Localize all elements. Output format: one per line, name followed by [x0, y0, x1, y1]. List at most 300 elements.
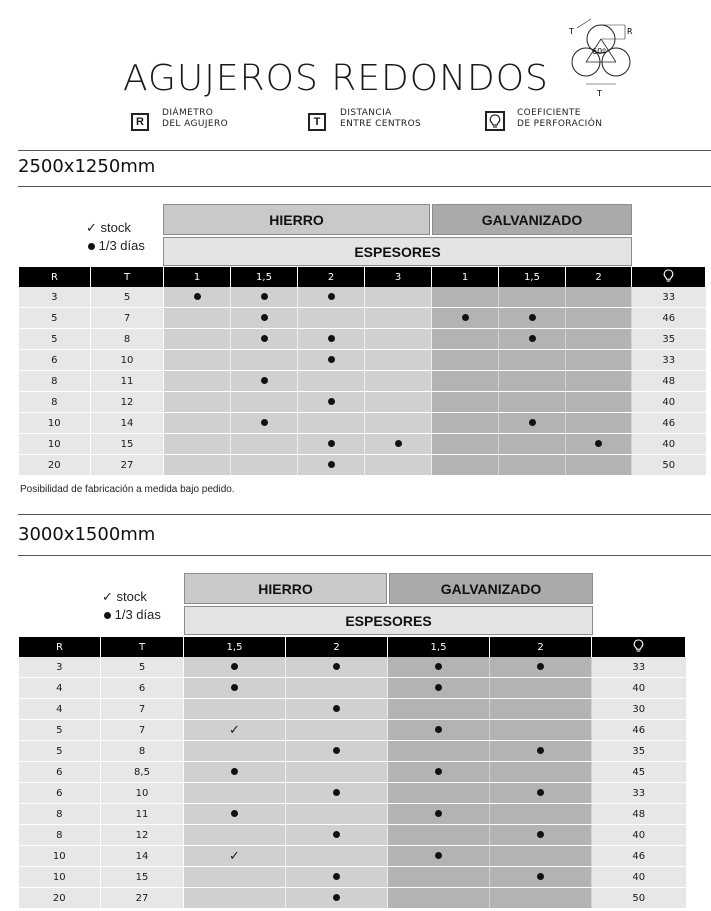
coefficient-value: 46: [632, 413, 706, 434]
t-value: 12: [101, 825, 184, 846]
t-value: 15: [101, 867, 184, 888]
galvanizado-cell: [499, 392, 566, 413]
hierro-cell: [286, 804, 388, 825]
r-value: 5: [19, 308, 91, 329]
bulb-icon: [663, 269, 674, 282]
table-row: [19, 699, 686, 720]
galvanizado-cell: [388, 867, 490, 888]
r-value: 4: [19, 678, 101, 699]
t-legend-icon: T: [308, 113, 326, 131]
r-value: 5: [19, 720, 101, 741]
dot-icon: [261, 293, 268, 300]
galvanizado-cell: [490, 804, 592, 825]
table-row: [19, 329, 706, 350]
days-key-label: 1/3 días: [98, 238, 145, 253]
r-value: 6: [19, 350, 91, 371]
dot-icon: [435, 768, 442, 775]
hierro-cell: [164, 308, 231, 329]
bulb-icon: [485, 111, 505, 131]
dot-icon: [328, 335, 335, 342]
coefficient-value: 48: [632, 371, 706, 392]
hierro-cell: [365, 308, 432, 329]
galvanizado-cell: [490, 720, 592, 741]
hierro-cell: [286, 825, 388, 846]
r-value: 10: [19, 434, 91, 455]
galvanizado-cell: [388, 741, 490, 762]
dot-icon: [333, 831, 340, 838]
r-value: 10: [19, 413, 91, 434]
coefficient-value: 46: [592, 846, 686, 867]
legend-diameter: [162, 108, 228, 130]
table-row: [19, 455, 706, 476]
hierro-cell: [231, 287, 298, 308]
hierro-cell: [298, 329, 365, 350]
table-row: [19, 350, 706, 371]
column-header: 1,5: [499, 267, 566, 287]
table-row: [19, 434, 706, 455]
legend-coefficient-line1: COEFICIENTE: [517, 108, 581, 118]
hierro-cell: [298, 413, 365, 434]
galvanizado-cell: [432, 434, 499, 455]
galvanizado-cell: [490, 867, 592, 888]
hierro-cell: [164, 287, 231, 308]
table-row: [19, 413, 706, 434]
galvanizado-cell: [432, 287, 499, 308]
t-value: 6: [101, 678, 184, 699]
dot-icon: [328, 293, 335, 300]
coefficient-value: 50: [632, 455, 706, 476]
t-value: 27: [91, 455, 164, 476]
t-value: 14: [101, 846, 184, 867]
hierro-cell: [184, 657, 286, 678]
column-header: 3: [365, 267, 432, 287]
galvanizado-cell: [566, 455, 632, 476]
section-divider: [18, 514, 711, 515]
hierro-cell: [231, 350, 298, 371]
coefficient-value: 45: [592, 762, 686, 783]
galvanizado-cell: [499, 329, 566, 350]
table-row: [19, 657, 686, 678]
dot-icon: [462, 314, 469, 321]
dot-icon: [194, 293, 201, 300]
galvanizado-cell: [490, 762, 592, 783]
table-row: [19, 371, 706, 392]
hierro-cell: [365, 371, 432, 392]
t-value: 11: [91, 371, 164, 392]
table-row: [19, 888, 686, 909]
table-row: [19, 287, 706, 308]
hierro-header: HIERRO: [163, 204, 430, 235]
table-2500x1250: [18, 267, 706, 476]
hierro-cell: [286, 678, 388, 699]
dot-icon: [231, 663, 238, 670]
hierro-cell: [184, 804, 286, 825]
galvanizado-cell: [490, 741, 592, 762]
t-value: 27: [101, 888, 184, 909]
check-icon: ✓: [86, 220, 97, 235]
t-value: 5: [91, 287, 164, 308]
galvanizado-cell: [499, 434, 566, 455]
hierro-cell: [184, 846, 286, 867]
galvanizado-cell: [499, 371, 566, 392]
hierro-cell: [298, 455, 365, 476]
galvanizado-cell: [566, 308, 632, 329]
galvanizado-cell: [388, 678, 490, 699]
coefficient-value: 46: [632, 308, 706, 329]
column-header: 1,5: [231, 267, 298, 287]
t-value: 15: [91, 434, 164, 455]
coefficient-value: 35: [592, 741, 686, 762]
coefficient-value: 33: [632, 350, 706, 371]
check-icon: ✓: [229, 848, 240, 864]
fabrication-note: Posibilidad de fabricación a medida bajo pedido.: [20, 484, 235, 495]
coefficient-value: 40: [592, 825, 686, 846]
hierro-cell: [286, 783, 388, 804]
galvanizado-cell: [499, 413, 566, 434]
coefficient-value: 30: [592, 699, 686, 720]
dot-icon: [328, 461, 335, 468]
hierro-cell: [286, 762, 388, 783]
legend-diameter-line1: DIÁMETRO: [162, 108, 214, 118]
diagram-angle-label: 60º: [592, 47, 606, 56]
galvanizado-header: GALVANIZADO: [432, 204, 632, 235]
r-value: 6: [19, 783, 101, 804]
hierro-cell: [365, 350, 432, 371]
r-value: 6: [19, 762, 101, 783]
dot-icon: [328, 398, 335, 405]
hierro-cell: [286, 867, 388, 888]
coefficient-value: 46: [592, 720, 686, 741]
r-value: 3: [19, 657, 101, 678]
coefficient-value: 50: [592, 888, 686, 909]
table-row: [19, 783, 686, 804]
hierro-cell: [184, 762, 286, 783]
coefficient-value: 40: [592, 678, 686, 699]
galvanizado-cell: [388, 720, 490, 741]
dot-icon: [333, 789, 340, 796]
dot-icon: [333, 873, 340, 880]
check-icon: ✓: [229, 722, 240, 738]
hierro-cell: [286, 741, 388, 762]
dot-icon: [537, 663, 544, 670]
hierro-cell: [286, 699, 388, 720]
hierro-cell: [298, 350, 365, 371]
hierro-cell: [231, 329, 298, 350]
galvanizado-cell: [490, 825, 592, 846]
dot-icon: [231, 684, 238, 691]
dot-icon: [261, 314, 268, 321]
hierro-cell: [298, 371, 365, 392]
dot-icon: [529, 335, 536, 342]
coefficient-value: 33: [632, 287, 706, 308]
dot-icon: [435, 852, 442, 859]
page-title: AGUJEROS REDONDOS: [123, 58, 549, 99]
galvanizado-cell: [499, 350, 566, 371]
hierro-cell: [365, 434, 432, 455]
t-value: 10: [91, 350, 164, 371]
galvanizado-cell: [566, 287, 632, 308]
hierro-cell: [231, 392, 298, 413]
galvanizado-cell: [388, 888, 490, 909]
hole-pattern-diagram: [555, 14, 645, 100]
espesores-header: ESPESORES: [184, 606, 593, 635]
r-legend-icon: R: [131, 113, 149, 131]
legend-distance: [340, 108, 421, 130]
section-divider: [18, 186, 711, 187]
diagram-t-label: T: [569, 27, 574, 36]
hierro-cell: [164, 350, 231, 371]
dot-icon: [395, 440, 402, 447]
hierro-cell: [298, 308, 365, 329]
dot-icon: [231, 810, 238, 817]
hierro-cell: [184, 867, 286, 888]
column-header: 1: [432, 267, 499, 287]
galvanizado-cell: [499, 455, 566, 476]
t-value: 11: [101, 804, 184, 825]
r-value: 8: [19, 804, 101, 825]
dot-icon: [231, 768, 238, 775]
column-header: R: [19, 267, 91, 287]
r-value: 20: [19, 888, 101, 909]
galvanizado-cell: [388, 699, 490, 720]
galvanizado-cell: [432, 371, 499, 392]
stock-key-label: stock: [100, 220, 131, 235]
bulb-icon: [633, 639, 644, 652]
hierro-cell: [184, 741, 286, 762]
hierro-header: HIERRO: [184, 573, 387, 604]
column-header: R: [19, 637, 101, 657]
galvanizado-cell: [499, 287, 566, 308]
t-value: 7: [101, 720, 184, 741]
t-value: 10: [101, 783, 184, 804]
column-header: 2: [566, 267, 632, 287]
hierro-cell: [298, 434, 365, 455]
column-header: 1: [164, 267, 231, 287]
galvanizado-cell: [388, 846, 490, 867]
column-header: 1,5: [184, 637, 286, 657]
dot-icon: [529, 314, 536, 321]
coefficient-value: 40: [592, 867, 686, 888]
t-value: 7: [91, 308, 164, 329]
hierro-cell: [231, 413, 298, 434]
section-title-2: 3000x1500mm: [18, 524, 156, 545]
stock-key: [86, 220, 131, 236]
galvanizado-cell: [566, 413, 632, 434]
legend-coefficient: [517, 108, 602, 130]
r-value: 8: [19, 392, 91, 413]
dot-icon: [333, 705, 340, 712]
dot-icon: [261, 335, 268, 342]
galvanizado-cell: [388, 657, 490, 678]
galvanizado-cell: [566, 434, 632, 455]
table-row: [19, 308, 706, 329]
galvanizado-cell: [490, 699, 592, 720]
table-row: [19, 678, 686, 699]
section-divider: [18, 150, 711, 151]
hierro-cell: [164, 413, 231, 434]
hierro-cell: [365, 455, 432, 476]
column-header: 2: [490, 637, 592, 657]
hierro-cell: [298, 392, 365, 413]
days-key: [104, 607, 161, 622]
galvanizado-cell: [490, 783, 592, 804]
dot-icon: [261, 377, 268, 384]
r-value: 5: [19, 329, 91, 350]
stock-key-label: stock: [116, 589, 147, 604]
galvanizado-cell: [490, 846, 592, 867]
galvanizado-cell: [490, 678, 592, 699]
table-row: [19, 804, 686, 825]
days-key-label: 1/3 días: [114, 607, 161, 622]
dot-icon: [435, 810, 442, 817]
galvanizado-cell: [566, 371, 632, 392]
coefficient-value: 33: [592, 657, 686, 678]
galvanizado-cell: [432, 455, 499, 476]
hierro-cell: [164, 329, 231, 350]
legend-distance-line2: ENTRE CENTROS: [340, 119, 422, 129]
legend-distance-line1: DISTANCIA: [340, 108, 392, 118]
galvanizado-cell: [566, 392, 632, 413]
hierro-cell: [231, 308, 298, 329]
dot-icon: [104, 612, 111, 619]
table-row: [19, 867, 686, 888]
t-value: 8,5: [101, 762, 184, 783]
column-header: 2: [298, 267, 365, 287]
hierro-cell: [286, 657, 388, 678]
dot-icon: [595, 440, 602, 447]
dot-icon: [333, 894, 340, 901]
dot-icon: [88, 243, 95, 250]
column-header: 2: [286, 637, 388, 657]
hierro-cell: [164, 434, 231, 455]
check-icon: ✓: [102, 589, 113, 604]
dot-icon: [261, 419, 268, 426]
table-row: [19, 741, 686, 762]
diagram-t-bottom-label: T: [597, 89, 602, 98]
hierro-cell: [184, 825, 286, 846]
table-3000x1500: [18, 637, 686, 909]
dot-icon: [435, 663, 442, 670]
hierro-cell: [164, 371, 231, 392]
hierro-cell: [286, 846, 388, 867]
r-value: 8: [19, 825, 101, 846]
r-value: 10: [19, 846, 101, 867]
coefficient-value: 40: [632, 434, 706, 455]
column-header: 1,5: [388, 637, 490, 657]
galvanizado-cell: [432, 392, 499, 413]
r-value: 3: [19, 287, 91, 308]
hierro-cell: [164, 455, 231, 476]
hierro-cell: [365, 287, 432, 308]
r-value: 5: [19, 741, 101, 762]
coefficient-header: [632, 267, 706, 287]
dot-icon: [333, 663, 340, 670]
hierro-cell: [231, 434, 298, 455]
dot-icon: [537, 747, 544, 754]
hierro-cell: [365, 392, 432, 413]
t-value: 14: [91, 413, 164, 434]
diagram-r-label: R: [627, 27, 633, 36]
hierro-cell: [231, 371, 298, 392]
hierro-cell: [184, 720, 286, 741]
r-value: 20: [19, 455, 91, 476]
coefficient-value: 48: [592, 804, 686, 825]
table-row: [19, 846, 686, 867]
hierro-cell: [286, 888, 388, 909]
galvanizado-cell: [499, 308, 566, 329]
t-value: 5: [101, 657, 184, 678]
galvanizado-cell: [490, 657, 592, 678]
t-value: 7: [101, 699, 184, 720]
coefficient-value: 40: [632, 392, 706, 413]
galvanizado-cell: [432, 329, 499, 350]
dot-icon: [537, 789, 544, 796]
hierro-cell: [231, 455, 298, 476]
days-key: [88, 238, 145, 253]
galvanizado-cell: [432, 308, 499, 329]
t-value: 8: [101, 741, 184, 762]
hierro-cell: [184, 699, 286, 720]
t-value: 12: [91, 392, 164, 413]
espesores-header: ESPESORES: [163, 237, 632, 266]
section-title-1: 2500x1250mm: [18, 156, 156, 177]
hierro-cell: [184, 888, 286, 909]
coefficient-value: 33: [592, 783, 686, 804]
galvanizado-cell: [388, 825, 490, 846]
galvanizado-header: GALVANIZADO: [389, 573, 593, 604]
galvanizado-cell: [388, 783, 490, 804]
r-value: 4: [19, 699, 101, 720]
coefficient-value: 35: [632, 329, 706, 350]
hierro-cell: [184, 783, 286, 804]
galvanizado-cell: [490, 888, 592, 909]
galvanizado-cell: [566, 329, 632, 350]
column-header: T: [91, 267, 164, 287]
table-row: [19, 762, 686, 783]
stock-key: [102, 589, 147, 605]
dot-icon: [537, 831, 544, 838]
dot-icon: [328, 356, 335, 363]
table-row: [19, 392, 706, 413]
hierro-cell: [286, 720, 388, 741]
dot-icon: [333, 747, 340, 754]
t-value: 8: [91, 329, 164, 350]
galvanizado-cell: [432, 350, 499, 371]
galvanizado-cell: [388, 762, 490, 783]
dot-icon: [435, 726, 442, 733]
hierro-cell: [184, 678, 286, 699]
table-row: [19, 825, 686, 846]
hierro-cell: [164, 392, 231, 413]
dot-icon: [435, 684, 442, 691]
r-value: 8: [19, 371, 91, 392]
legend-coefficient-line2: DE PERFORACIÓN: [517, 119, 603, 129]
hierro-cell: [365, 329, 432, 350]
hierro-cell: [298, 287, 365, 308]
galvanizado-cell: [566, 350, 632, 371]
dot-icon: [529, 419, 536, 426]
r-value: 10: [19, 867, 101, 888]
coefficient-header: [592, 637, 686, 657]
galvanizado-cell: [432, 413, 499, 434]
section-divider: [18, 555, 711, 556]
column-header: T: [101, 637, 184, 657]
legend-diameter-line2: DEL AGUJERO: [162, 119, 229, 129]
table-row: [19, 720, 686, 741]
dot-icon: [537, 873, 544, 880]
galvanizado-cell: [388, 804, 490, 825]
hierro-cell: [365, 413, 432, 434]
